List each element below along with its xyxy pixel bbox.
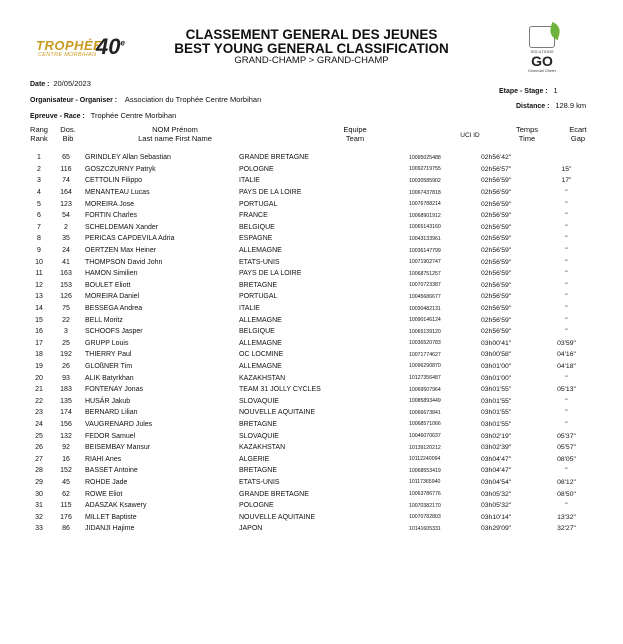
cell-uci: 10036147799 <box>409 247 441 254</box>
cell-name: SCHELDEMAN Xander <box>85 223 159 231</box>
cell-bib: 25 <box>62 339 70 347</box>
table-row <box>26 361 594 373</box>
cell-bib: 123 <box>60 200 72 208</box>
cell-gap: 05'13" <box>557 386 576 394</box>
cell-gap: " <box>565 305 568 313</box>
cell-bib: 163 <box>60 270 72 278</box>
cell-bib: 192 <box>60 351 72 359</box>
table-row <box>26 500 594 512</box>
cell-rank: 31 <box>35 502 43 510</box>
cell-gap: 05'37" <box>557 432 576 440</box>
cell-name: FEDOR Samuel <box>85 432 136 440</box>
cell-rank: 3 <box>37 177 41 185</box>
cell-time: 02h56'59" <box>481 212 512 220</box>
cell-gap: 03'59" <box>557 339 576 347</box>
cell-team: ITALIE <box>239 177 260 185</box>
cell-name: JIDANJI Hajime <box>85 525 135 533</box>
cell-uci: 10063786776 <box>409 491 441 498</box>
cell-gap: " <box>565 258 568 266</box>
cell-time: 03h01'55" <box>481 420 512 428</box>
cell-uci: 10085893449 <box>409 398 441 405</box>
cell-name: MOREIRA Jose <box>85 200 135 208</box>
organiser-label: Organisateur - Organiser : <box>30 97 118 104</box>
cell-rank: 30 <box>35 490 43 498</box>
cell-rank: 5 <box>37 200 41 208</box>
cell-time: 02h56'59" <box>481 223 512 231</box>
cell-bib: 116 <box>60 165 72 173</box>
cell-team: ALLEMAGNE <box>239 339 282 347</box>
cell-time: 02h56'42" <box>481 154 512 162</box>
cell-gap: " <box>565 328 568 336</box>
cell-team: NOUVELLE AQUITAINE <box>239 513 316 521</box>
logo-org: Gwendal Olivier <box>527 68 557 73</box>
race-info <box>30 111 176 120</box>
cell-uci: 10117365940 <box>409 479 441 486</box>
cell-rank: 4 <box>37 189 41 197</box>
cell-gap: 17" <box>561 177 572 185</box>
table-row <box>26 175 594 187</box>
cell-team: KAZAKHSTAN <box>239 444 286 452</box>
table-row <box>26 465 594 477</box>
header-rank: Rang Rank <box>30 125 48 143</box>
cell-team: FRANCE <box>239 212 268 220</box>
stage-info <box>499 86 558 95</box>
table-row <box>26 198 594 210</box>
cell-gap: " <box>565 397 568 405</box>
cell-uci: 10065139120 <box>409 328 441 335</box>
cell-team: GRANDE BRETAGNE <box>239 154 309 162</box>
distance-value: 128.9 km <box>555 101 587 110</box>
cell-time: 03h10'14" <box>481 513 512 521</box>
cell-uci: 10030482131 <box>409 305 441 312</box>
table-row <box>26 164 594 176</box>
table-row <box>26 453 594 465</box>
table-row <box>26 419 594 431</box>
cell-rank: 20 <box>35 374 43 382</box>
cell-name: VAUGRENARD Jules <box>85 420 153 428</box>
table-row <box>26 233 594 245</box>
cell-team: ALLEMAGNE <box>239 247 282 255</box>
cell-team: PORTUGAL <box>239 200 278 208</box>
header-name: NOM Prénom Last name First Name <box>138 125 212 143</box>
date-value: 20/05/2023 <box>53 79 91 88</box>
cell-name: GOSZCZURNY Patryk <box>85 165 156 173</box>
cell-uci: 10068751257 <box>409 270 441 277</box>
cell-uci: 10046070637 <box>409 433 441 440</box>
header-gap: Ecart Gap <box>569 125 587 143</box>
table-row <box>26 245 594 257</box>
cell-bib: 156 <box>60 420 72 428</box>
cell-name: HUSÁR Jakub <box>85 397 131 405</box>
cell-gap: 13'32" <box>557 513 576 521</box>
cell-uci: 10066673841 <box>409 409 441 416</box>
stage-value: 1 <box>553 86 558 95</box>
cell-rank: 2 <box>37 165 41 173</box>
cell-uci: 10036520783 <box>409 340 441 347</box>
cell-time: 03h29'09" <box>481 525 512 533</box>
cell-name: PERICAS CAPDEVILA Adria <box>85 235 175 243</box>
table-row <box>26 395 594 407</box>
cell-rank: 11 <box>35 270 43 278</box>
cell-name: GRINDLEY Allan Sebastian <box>85 154 171 162</box>
table-row <box>26 384 594 396</box>
stage-route: GRAND-CHAMP > GRAND-CHAMP <box>234 55 389 66</box>
header-uci: UCI ID <box>460 132 480 139</box>
cell-rank: 15 <box>35 316 43 324</box>
cell-uci: 10096290870 <box>409 363 441 370</box>
cell-bib: 135 <box>60 397 72 405</box>
cell-gap: " <box>565 293 568 301</box>
header-bib: Dos. Bib <box>60 125 76 143</box>
cell-uci: 10071774627 <box>409 351 441 358</box>
cell-name: ADASZAK Ksawery <box>85 502 147 510</box>
cell-name: BEISEMBAY Mansur <box>85 444 151 452</box>
page-title: CLASSEMENT GENERAL DES JEUNES <box>185 27 438 42</box>
cell-rank: 1 <box>37 154 41 162</box>
cell-gap: " <box>565 409 568 417</box>
cell-rank: 29 <box>35 478 43 486</box>
cell-bib: 152 <box>60 467 72 475</box>
table-row <box>26 222 594 234</box>
header-time: Temps Time <box>515 125 539 143</box>
cell-team: PAYS DE LA LOIRE <box>239 189 302 197</box>
cell-team: JAPON <box>239 525 263 533</box>
cell-rank: 25 <box>35 432 43 440</box>
cell-bib: 176 <box>60 513 72 521</box>
cell-rank: 21 <box>35 386 43 394</box>
cell-rank: 28 <box>35 467 43 475</box>
cell-gap: 15" <box>561 165 572 173</box>
cell-gap: " <box>565 270 568 278</box>
cell-name: MILLET Baptiste <box>85 513 137 521</box>
table-row <box>26 291 594 303</box>
cell-uci: 10127356487 <box>409 375 441 382</box>
cell-bib: 92 <box>62 444 70 452</box>
date-label: Date : <box>30 81 50 88</box>
cell-rank: 26 <box>35 444 43 452</box>
cell-uci: 10068571066 <box>409 421 441 428</box>
cell-name: ALIK Batyrkhan <box>85 374 134 382</box>
cell-name: GRUPP Louis <box>85 339 129 347</box>
organiser-value: Association du Trophée Centre Morbihan <box>124 95 262 104</box>
cell-name: BERNARD Lilian <box>85 409 138 417</box>
date-info <box>30 79 91 88</box>
cell-uci: 10112240094 <box>409 456 441 463</box>
cell-rank: 19 <box>35 362 43 370</box>
table-row <box>26 488 594 500</box>
cell-gap: 08'50" <box>557 490 576 498</box>
cell-gap: " <box>565 223 568 231</box>
logo-solutions: SOLUTIONS <box>530 49 554 54</box>
cell-time: 03h01'55" <box>481 397 512 405</box>
cell-team: BELGIQUE <box>239 328 275 336</box>
cell-bib: 164 <box>60 189 72 197</box>
cell-rank: 24 <box>35 420 43 428</box>
cell-time: 02h56'59" <box>481 189 512 197</box>
cell-team: SLOVAQUIE <box>239 432 279 440</box>
table-row <box>26 256 594 268</box>
cell-team: POLOGNE <box>239 502 274 510</box>
cell-gap: 32'27" <box>557 525 576 533</box>
cell-gap: " <box>565 235 568 243</box>
table-row <box>26 280 594 292</box>
cell-bib: 3 <box>64 328 68 336</box>
cell-team: BRETAGNE <box>239 281 277 289</box>
table-row <box>26 349 594 361</box>
cell-time: 02h56'59" <box>481 316 512 324</box>
cell-rank: 6 <box>37 212 41 220</box>
page-subtitle: BEST YOUNG GENERAL CLASSIFICATION <box>174 41 449 56</box>
cell-time: 03h05'32" <box>481 490 512 498</box>
cell-bib: 86 <box>62 525 70 533</box>
cell-team: ALGERIE <box>239 455 270 463</box>
cell-name: CETTOLIN Filippo <box>85 177 143 185</box>
cell-team: OC LOCMINE <box>239 351 284 359</box>
cell-uci: 10043133961 <box>409 235 441 242</box>
cell-time: 02h56'57" <box>481 165 512 173</box>
cell-gap: " <box>565 189 568 197</box>
cell-gap: " <box>565 281 568 289</box>
cell-time: 03h01'55" <box>481 409 512 417</box>
table-row <box>26 430 594 442</box>
cell-team: TEAM 31 JOLLY CYCLES <box>239 386 321 394</box>
cell-name: THOMPSON David John <box>85 258 163 266</box>
cell-gap: 08'05" <box>557 455 576 463</box>
cell-gap: " <box>565 374 568 382</box>
cell-name: HAMON Similien <box>85 270 138 278</box>
cell-gap: " <box>565 247 568 255</box>
cell-name: GLOßNER Tim <box>85 362 133 370</box>
cell-time: 03h04'47" <box>481 455 512 463</box>
cell-bib: 174 <box>60 409 72 417</box>
cell-time: 03h01'55" <box>481 386 512 394</box>
cell-uci: 10067437818 <box>409 189 441 196</box>
cell-uci: 10092719755 <box>409 166 441 173</box>
table-row <box>26 511 594 523</box>
results-table <box>26 152 594 535</box>
cell-name: RIAHI Anes <box>85 455 122 463</box>
table-row <box>26 314 594 326</box>
cell-time: 02h56'59" <box>481 258 512 266</box>
cell-uci: 10030585902 <box>409 177 441 184</box>
cell-bib: 93 <box>62 374 70 382</box>
cell-bib: 45 <box>62 478 70 486</box>
cell-uci: 10070723387 <box>409 282 441 289</box>
cell-rank: 10 <box>35 258 43 266</box>
cell-name: OERTZEN Max Heiner <box>85 247 157 255</box>
distance-label: Distance : <box>516 103 550 110</box>
cell-team: BRETAGNE <box>239 467 277 475</box>
cell-bib: 2 <box>64 223 68 231</box>
cell-gap: 04'16" <box>557 351 576 359</box>
cell-bib: 26 <box>62 362 70 370</box>
cell-team: ALLEMAGNE <box>239 362 282 370</box>
cell-gap: 05'57" <box>557 444 576 452</box>
cell-rank: 12 <box>35 281 43 289</box>
cell-uci: 10068901912 <box>409 212 441 219</box>
cell-bib: 75 <box>62 305 70 313</box>
cell-bib: 183 <box>60 386 72 394</box>
cell-uci: 10139120212 <box>409 444 441 451</box>
cell-team: ETATS-UNIS <box>239 258 280 266</box>
cell-gap: " <box>565 467 568 475</box>
cell-rank: 8 <box>37 235 41 243</box>
table-row <box>26 523 594 535</box>
cell-team: PORTUGAL <box>239 293 278 301</box>
cell-time: 03h04'47" <box>481 467 512 475</box>
cell-team: KAZAKHSTAN <box>239 374 286 382</box>
cell-bib: 16 <box>62 455 70 463</box>
cell-team: SLOVAQUIE <box>239 397 279 405</box>
cell-rank: 17 <box>35 339 43 347</box>
go-solutions-logo <box>512 26 572 78</box>
cell-name: BESSEGA Andrea <box>85 305 143 313</box>
cell-team: BELGIQUE <box>239 223 275 231</box>
cell-gap: 08'12" <box>557 478 576 486</box>
cell-name: FONTENAY Jonas <box>85 386 144 394</box>
cell-time: 02h56'59" <box>481 305 512 313</box>
cell-time: 02h56'59" <box>481 270 512 278</box>
cell-team: ETATS-UNIS <box>239 478 280 486</box>
cell-uci: 10070382170 <box>409 502 441 509</box>
cell-team: ITALIE <box>239 305 260 313</box>
cell-gap <box>539 152 594 164</box>
cell-name: MENANTEAU Lucas <box>85 189 150 197</box>
logo-brand: TROPHÉE <box>36 38 103 53</box>
cell-bib: 35 <box>62 235 70 243</box>
cell-name: MOREIRA Daniel <box>85 293 140 301</box>
cell-rank: 33 <box>35 525 43 533</box>
race-value: Trophée Centre Morbihan <box>90 111 177 120</box>
cell-bib: 62 <box>62 490 70 498</box>
cell-rank: 27 <box>35 455 43 463</box>
cell-time: 03h02'19" <box>481 432 512 440</box>
cell-uci: 10045686677 <box>409 293 441 300</box>
cell-rank: 14 <box>35 305 43 313</box>
organiser-info <box>30 95 261 104</box>
cell-name: ROWE Eliot <box>85 490 123 498</box>
cell-time: 03h02'39" <box>481 444 512 452</box>
cell-bib: 115 <box>60 502 72 510</box>
cell-rank: 9 <box>37 247 41 255</box>
cell-uci: 10095025488 <box>409 154 441 161</box>
cell-gap: " <box>565 212 568 220</box>
table-row <box>26 338 594 350</box>
cell-rank: 23 <box>35 409 43 417</box>
cell-uci: 10071902747 <box>409 259 441 266</box>
cell-time: 03h00'41" <box>481 339 512 347</box>
cell-rank: 16 <box>35 328 43 336</box>
cell-name: BASSET Antoine <box>85 467 138 475</box>
logo-mark: GO <box>531 53 553 69</box>
cell-rank: 13 <box>35 293 43 301</box>
table-row <box>26 152 594 164</box>
cell-bib: 22 <box>62 316 70 324</box>
cell-bib: 54 <box>62 212 70 220</box>
cell-team: POLOGNE <box>239 165 274 173</box>
table-row <box>26 326 594 338</box>
cell-time: 02h56'59" <box>481 247 512 255</box>
cell-bib: 126 <box>60 293 72 301</box>
cell-bib: 41 <box>62 258 70 266</box>
cell-rank: 18 <box>35 351 43 359</box>
table-row <box>26 372 594 384</box>
cell-uci: 10090146124 <box>409 317 441 324</box>
logo-number: 40e <box>96 34 125 59</box>
table-row <box>26 477 594 489</box>
cell-bib: 24 <box>62 247 70 255</box>
cell-team: ESPAGNE <box>239 235 273 243</box>
cell-bib: 132 <box>60 432 72 440</box>
cell-team: NOUVELLE AQUITAINE <box>239 409 316 417</box>
cell-team: ALLEMAGNE <box>239 316 282 324</box>
cell-bib: 65 <box>62 154 70 162</box>
cell-name: BELL Moritz <box>85 316 123 324</box>
race-label: Epreuve - Race : <box>30 113 85 120</box>
cell-time: 02h56'59" <box>481 328 512 336</box>
cell-team: GRANDE BRETAGNE <box>239 490 309 498</box>
cell-uci: 10068553419 <box>409 467 441 474</box>
header-team: Equipe Team <box>343 125 367 143</box>
cell-time: 03h01'00" <box>481 362 512 370</box>
cell-gap: 04'18" <box>557 362 576 370</box>
cell-team: BRETAGNE <box>239 420 277 428</box>
cell-name: ROHDE Jade <box>85 478 128 486</box>
cell-time: 03h00'58" <box>481 351 512 359</box>
distance-info <box>516 101 586 110</box>
table-row <box>26 442 594 454</box>
cell-uci: 10076788214 <box>409 201 441 208</box>
cell-bib: 153 <box>60 281 72 289</box>
cell-time: 03h01'00" <box>481 374 512 382</box>
cell-rank: 7 <box>37 223 41 231</box>
cell-rank: 32 <box>35 513 43 521</box>
cell-gap: " <box>565 502 568 510</box>
table-row <box>26 268 594 280</box>
cell-time: 02h56'59" <box>481 235 512 243</box>
cell-uci: 10070782803 <box>409 514 441 521</box>
cell-time: 03h05'32" <box>481 502 512 510</box>
cell-time: 02h56'59" <box>481 200 512 208</box>
table-row <box>26 210 594 222</box>
cell-uci: 10065143160 <box>409 224 441 231</box>
logo-subtitle: CENTRE MORBIHAN <box>38 52 97 58</box>
cell-name: SCHOOFS Jasper <box>85 328 143 336</box>
cell-time: 02h56'59" <box>481 293 512 301</box>
cell-gap: " <box>565 200 568 208</box>
cell-bib: 74 <box>62 177 70 185</box>
table-row <box>26 303 594 315</box>
cell-gap: " <box>565 316 568 324</box>
cell-uci: 10069507964 <box>409 386 441 393</box>
cell-name: FORTIN Charles <box>85 212 137 220</box>
cell-time: 02h56'59" <box>481 281 512 289</box>
cell-name: THIERRY Paul <box>85 351 132 359</box>
cell-uci: 10141605331 <box>409 525 441 532</box>
cell-team: PAYS DE LA LOIRE <box>239 270 302 278</box>
cell-rank: 22 <box>35 397 43 405</box>
table-row <box>26 407 594 419</box>
cell-time: 02h56'59" <box>481 177 512 185</box>
cell-name: BOULET Eliott <box>85 281 131 289</box>
cell-time: 03h04'54" <box>481 478 512 486</box>
table-row <box>26 187 594 199</box>
cell-gap: " <box>565 420 568 428</box>
leaf-icon <box>529 26 555 48</box>
stage-label: Etape - Stage : <box>499 88 548 95</box>
